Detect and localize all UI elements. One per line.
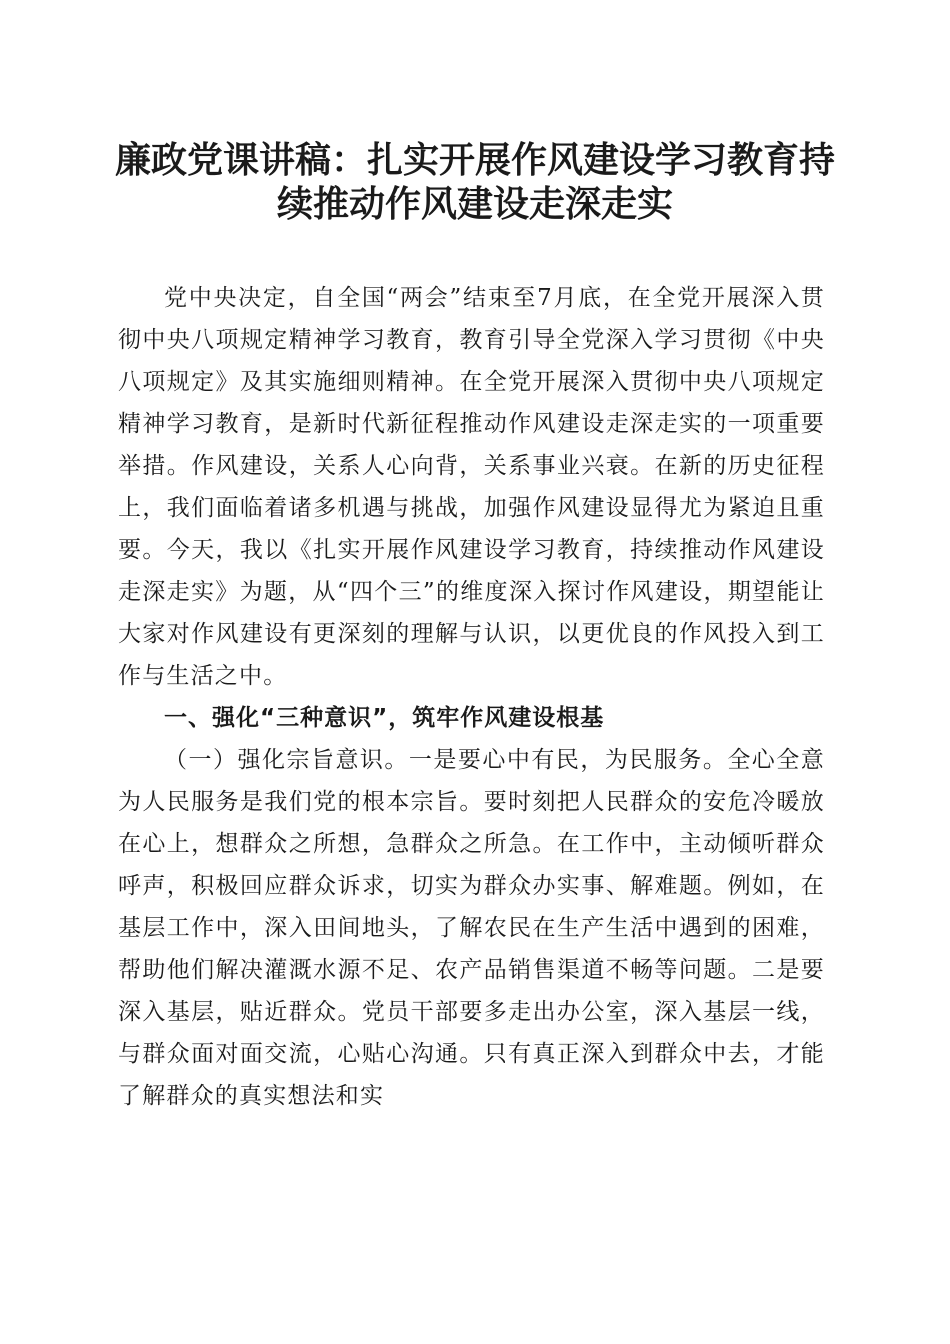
section-paragraph: （一）强化宗旨意识。一是要心中有民，为民服务。全心全意为人民服务是我们党的根本宗旨。要时刻把人民群众的安危冷暖放在心上，想群众之所想，急群众之所急。在工作中，主动倾听群众呼声，积极回应群众诉求，切实为群众办实事、解难题。例如，在基层工作中，深入田间地头，了解农民在生产生活中遇到的困难，帮助他们解决灌溉水源不足、农产品销售渠道不畅等问题。二是要深入基层，贴近群众。党员干部要多走出办公室，深入基层一线，与群众面对面交流，心贴心沟通。只有真正深入到群众中去，才能了解群众的真实想法和实 xyxy=(118,747,825,1109)
section-heading: 一、强化“三种意识”，筑牢作风建设根基 xyxy=(164,705,605,731)
document-body xyxy=(118,277,825,1117)
title-line-1: 廉政党课讲稿：扎实开展作风建设学习教育持 xyxy=(114,139,835,181)
document-title xyxy=(110,138,840,226)
title-line-2: 续推动作风建设走深走实 xyxy=(276,183,673,225)
intro-paragraph: 党中央决定，自全国“两会”结束至7月底，在全党开展深入贯彻中央八项规定精神学习教育，教育引导全党深入学习贯彻《中央八项规定》及其实施细则精神。在全党开展深入贯彻中央八项规定精神学习教育，是新时代新征程推动作风建设走深走实的一项重要举措。作风建设，关系人心向背，关系事业兴衰。在新的历史征程上，我们面临着诸多机遇与挑战，加强作风建设显得尤为紧迫且重要。今天，我以《扎实开展作风建设学习教育，持续推动作风建设走深走实》为题，从“四个三”的维度深入探讨作风建设，期望能让大家对作风建设有更深刻的理解与认识，以更优良的作风投入到工作与生活之中。 xyxy=(118,285,825,689)
